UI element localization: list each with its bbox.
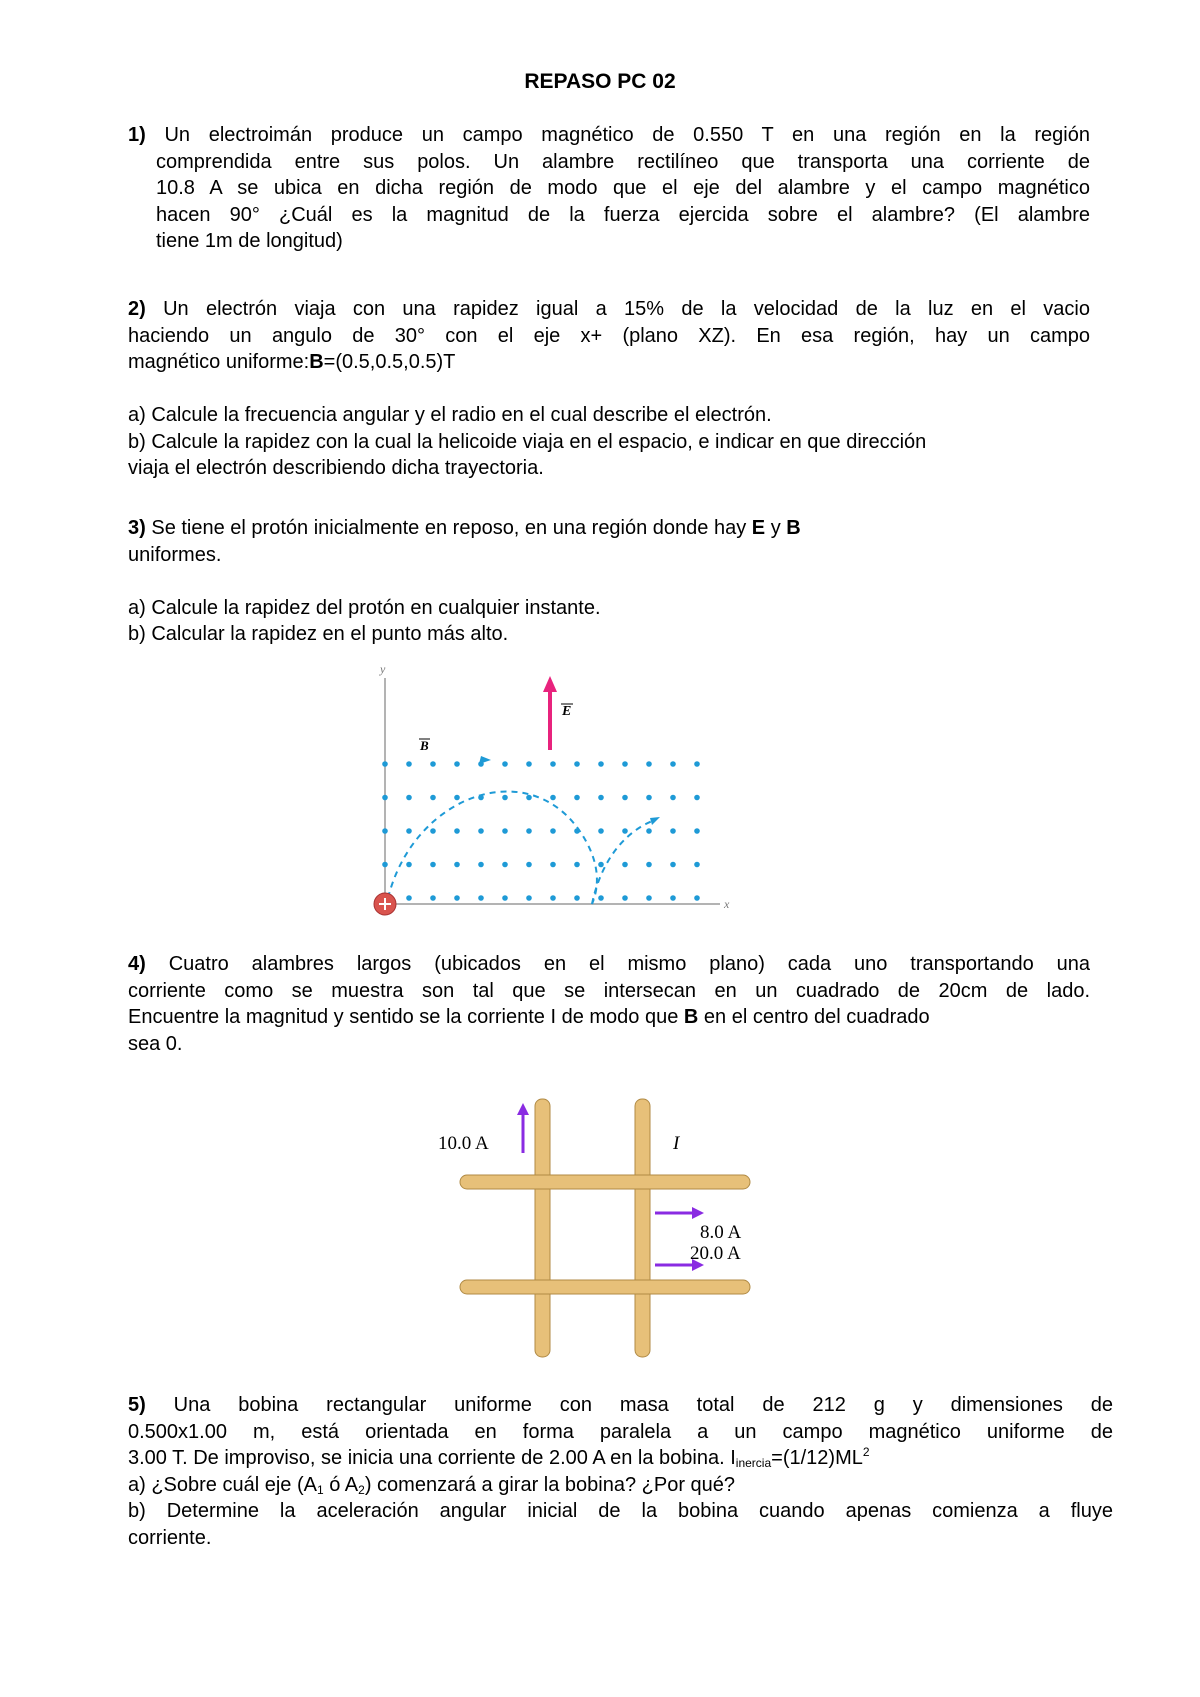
field-dot (454, 761, 460, 767)
field-dot (430, 761, 436, 767)
problem-2-line: Un electrón viaja con una rapidez igual a 15% de la velocidad de la luz en el vacio (163, 298, 1090, 320)
vertical-wire-left (535, 1099, 550, 1357)
field-dot (526, 795, 532, 801)
field-dot (598, 795, 604, 801)
field-dot (502, 795, 508, 801)
problem-1-line: comprendida entre sus polos. Un alambre rectilíneo que transporta una corriente de (156, 150, 1090, 173)
problem-3-line: Se tiene el protón inicialmente en reposo, en una región donde hay (151, 517, 747, 539)
field-dot (574, 895, 580, 901)
problem-4-line: corriente como se muestra son tal que se intersecan en un cuadrado de 20cm de lado. (128, 979, 1090, 1002)
horizontal-wire-bottom (460, 1280, 750, 1294)
problem-1-line: tiene 1m de longitud) (156, 230, 343, 252)
problem-4-line: en el centro del cuadrado (703, 1006, 930, 1028)
field-dot (526, 895, 532, 901)
y-axis-label: y (380, 662, 386, 676)
field-dot (430, 862, 436, 868)
problem-3-part-a: a) Calcule la rapidez del protón en cualquier instante. (128, 596, 601, 619)
field-dot (694, 795, 700, 801)
problem-5-part-a: a) ¿Sobre cuál eje (A (128, 1473, 317, 1496)
problem-2-part-a: a) Calcule la frecuencia angular y el radio en el cual describe el electrón. (128, 404, 772, 426)
field-dot (502, 895, 508, 901)
field-dot (646, 761, 652, 767)
current-label-8A: 8.0 A (700, 1222, 742, 1243)
problem-1-line: hacen 90° ¿Cuál es la magnitud de la fuerza ejercida sobre el alambre? (El alambre (156, 203, 1090, 226)
problem-4-line: Encuentre la magnitud y sentido se la corriente I de modo que (128, 1006, 679, 1028)
field-dot (694, 761, 700, 767)
field-dot (382, 761, 388, 767)
problem-5-part-b-cont: corriente. (128, 1526, 212, 1549)
field-dot (430, 828, 436, 834)
magnetic-field-symbol: B (786, 517, 801, 539)
inertia-exponent: 2 (862, 1445, 870, 1459)
field-dot (454, 895, 460, 901)
field-dot (670, 862, 676, 868)
field-dot (382, 795, 388, 801)
field-dot (454, 862, 460, 868)
problem-2-number: 2) (128, 298, 146, 320)
horizontal-wire-top (460, 1175, 750, 1189)
problem-3-number: 3) (128, 517, 146, 539)
field-dot (694, 828, 700, 834)
field-dot (526, 761, 532, 767)
field-dot (526, 862, 532, 868)
field-dot (382, 828, 388, 834)
magnetic-field-symbol: B (683, 1006, 699, 1028)
problem-1-number: 1) (128, 124, 146, 146)
field-dot (550, 828, 556, 834)
field-dot (454, 795, 460, 801)
field-dot (670, 895, 676, 901)
field-dot (550, 895, 556, 901)
problem-5-line: Una bobina rectangular uniforme con masa total de 212 g y dimensiones de (173, 1394, 1113, 1416)
problem-2 (128, 296, 1090, 482)
problem-3 (128, 515, 1090, 648)
problem-4 (128, 951, 1090, 1057)
field-dot (646, 795, 652, 801)
field-dot (598, 761, 604, 767)
field-dot (502, 862, 508, 868)
problem-2-line: haciendo un angulo de 30° con el eje x+ (plano XZ). En esa región, hay un campo (128, 324, 1090, 347)
field-dot (694, 862, 700, 868)
field-dot (574, 795, 580, 801)
field-dot (382, 862, 388, 868)
problem-5-part-a: ) comenzará a girar la bobina? ¿Por qué? (364, 1473, 736, 1496)
problem-2-line: magnético uniforme: (128, 351, 310, 373)
field-dot (478, 828, 484, 834)
field-dot (406, 862, 412, 868)
vertical-wire-right (635, 1099, 650, 1357)
trajectory-arrowhead (650, 817, 660, 825)
inertia-formula: =(1/12)ML (771, 1447, 863, 1469)
electric-field-label: E (562, 704, 572, 719)
problem-5 (128, 1392, 1113, 1551)
field-dot (454, 828, 460, 834)
field-dot (550, 862, 556, 868)
current-label-I: I (673, 1133, 680, 1154)
trajectory-arc-1 (388, 791, 597, 904)
field-dot (574, 862, 580, 868)
problem-2-part-b: b) Calcule la rapidez con la cual la helicoide viaja en el espacio, e indicar en que dirección (128, 430, 927, 453)
conjunction: y (770, 517, 781, 539)
field-dot (622, 862, 628, 868)
field-dot (670, 761, 676, 767)
field-dot (430, 795, 436, 801)
field-dot (526, 828, 532, 834)
axis-subscript: 2 (358, 1482, 365, 1497)
field-dot (550, 761, 556, 767)
magnetic-field-label: B (420, 738, 429, 753)
field-dot (406, 895, 412, 901)
current-label-20A: 20.0 A (690, 1243, 741, 1264)
field-dot (646, 895, 652, 901)
field-dot (598, 862, 604, 868)
field-dot (406, 828, 412, 834)
problem-1 (128, 122, 1090, 255)
four-wires-figure (430, 1095, 770, 1360)
field-dot (406, 761, 412, 767)
field-symbol: B (309, 351, 324, 373)
field-dot (478, 895, 484, 901)
problem-4-line: sea 0. (128, 1032, 183, 1055)
field-dot (574, 761, 580, 767)
problem-3-part-b: b) Calcular la rapidez en el punto más alto. (128, 623, 509, 645)
field-dot (598, 895, 604, 901)
electric-field-arrowhead (543, 676, 557, 692)
problem-4-number: 4) (128, 953, 146, 975)
problem-1-line: 10.8 A se ubica en dicha región de modo que el eje del alambre y el campo magnético (156, 177, 1090, 199)
field-vector: =(0.5,0.5,0.5)T (323, 351, 456, 373)
problem-5-line: 3.00 T. De improviso, se inicia una corriente de 2.00 A en la bobina. I (128, 1447, 736, 1469)
problem-1-line: Un electroimán produce un campo magnético de 0.550 T en una región en la región (164, 124, 1090, 146)
problem-2-part-b-cont: viaja el electrón describiendo dicha trayectoria. (128, 457, 544, 479)
field-dot (502, 828, 508, 834)
field-dot (670, 828, 676, 834)
problem-5-number: 5) (128, 1394, 146, 1416)
magnetic-field-dots (382, 761, 700, 901)
current-arrowhead (692, 1207, 704, 1219)
x-axis-label: x (724, 897, 730, 911)
page-title: REPASO PC 02 (524, 70, 676, 93)
current-label-10A: 10.0 A (438, 1133, 489, 1154)
axis-subscript: 1 (316, 1482, 324, 1497)
field-dot (430, 895, 436, 901)
field-dot (622, 828, 628, 834)
problem-4-line: Cuatro alambres largos (ubicados en el mismo plano) cada uno transportando una (168, 953, 1091, 975)
field-dot (694, 895, 700, 901)
field-dot (598, 828, 604, 834)
problem-5-part-a: ó A (323, 1473, 359, 1496)
problem-3-line: uniformes. (128, 543, 222, 566)
field-dot (502, 761, 508, 767)
field-dot (622, 795, 628, 801)
field-dot (646, 862, 652, 868)
field-dot (406, 795, 412, 801)
trajectory-arrowhead (479, 756, 491, 764)
electric-field-symbol: E (751, 517, 766, 539)
field-dot (622, 761, 628, 767)
field-dot (550, 795, 556, 801)
inertia-subscript: inercia (735, 1456, 772, 1470)
field-dot (670, 795, 676, 801)
problem-5-part-b: b) Determine la aceleración angular inicial de la bobina cuando apenas comienza a fluye (128, 1500, 1113, 1522)
field-dot (478, 862, 484, 868)
field-dot (646, 828, 652, 834)
current-arrowhead (517, 1103, 529, 1115)
problem-5-line: 0.500x1.00 m, está orientada en forma paralela a un campo magnético uniforme de (128, 1420, 1113, 1443)
proton-trajectory-figure (360, 660, 740, 930)
field-dot (622, 895, 628, 901)
